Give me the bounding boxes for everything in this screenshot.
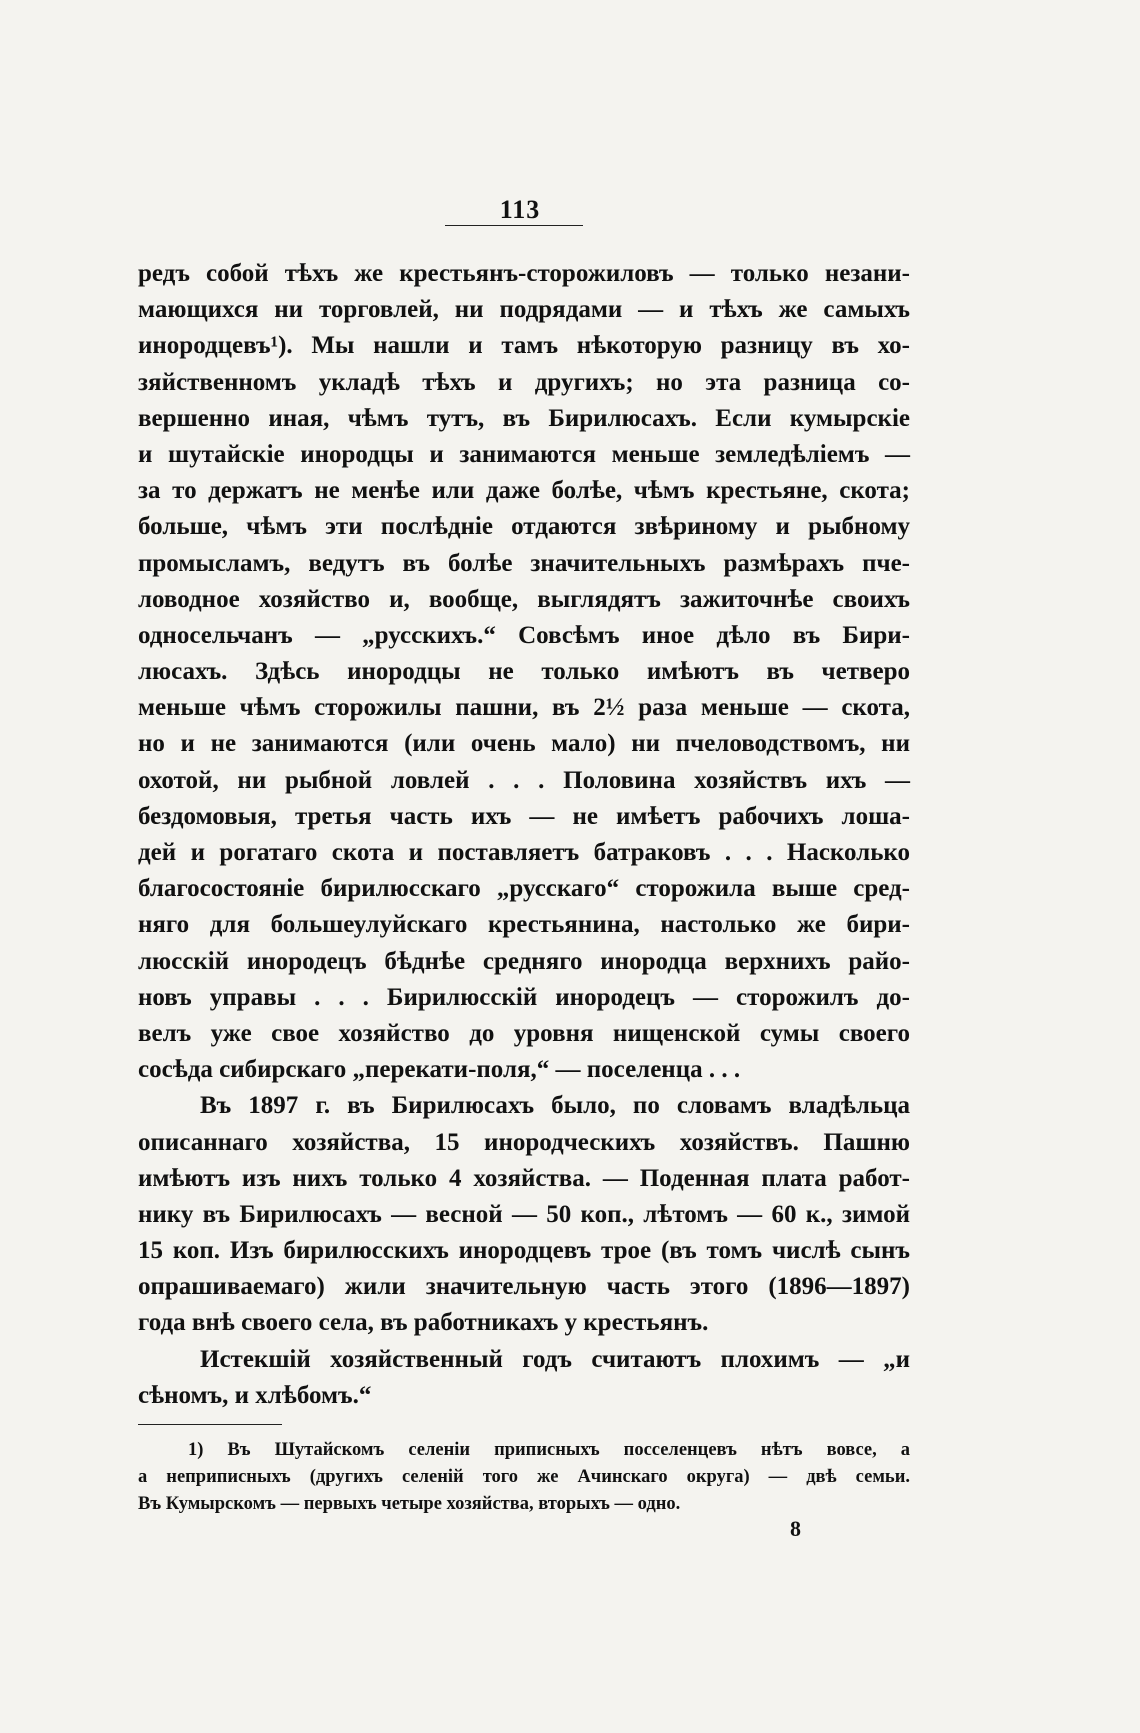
text-line: инородцевъ¹). Мы нашли и тамъ нѣкоторую разницу въ хо- [138, 332, 910, 360]
text-line: редъ собой тѣхъ же крестьянъ-сторожиловъ — только незани- [138, 260, 910, 287]
text-line: бездомовыя, третья часть ихъ — не имѣетъ рабочихъ лоша- [138, 802, 910, 830]
text-line: новъ управы . . . Бирилюсскій инородецъ — сторожилъ до- [138, 983, 910, 1011]
text-line: зяйственномъ укладѣ тѣхъ и другихъ; но эта разница со- [138, 368, 910, 396]
text-line: опрашиваемаго) жили значительную часть этого (1896—1897) [138, 1273, 910, 1301]
footnote-line: а неприписныхъ (другихъ селеній того же Ачинскаго округа) — двѣ семьи. [138, 1467, 910, 1487]
page-number: 113 [499, 195, 541, 224]
text-line: ловодное хозяйство и, вообще, выглядятъ зажиточнѣе своихъ [138, 585, 910, 613]
text-line: меньше чѣмъ сторожилы пашни, въ 2½ раза меньше — скота, [138, 694, 910, 722]
text-line: нику въ Бирилюсахъ — весной — 50 коп., лѣтомъ — 60 к., зимой [138, 1200, 910, 1228]
text-line: няго для большеулуйскаго крестьянина, настолько же бири- [138, 911, 910, 939]
text-line: описаннаго хозяйства, 15 инородческихъ хозяйствъ. Пашню [138, 1128, 910, 1156]
text-line: за то держатъ не менѣе или даже болѣе, чѣмъ крестьяне, скота; [138, 477, 910, 505]
text-line: сѣномъ, и хлѣбомъ.“ [138, 1381, 372, 1409]
text-line: дей и рогатаго скота и поставляетъ батраковъ . . . Насколько [138, 839, 910, 866]
signature-mark: 8 [790, 1516, 801, 1541]
text-line: сосѣда сибирскаго „перекати-поля,“ — поселенца . . . [138, 1056, 741, 1084]
text-line: Въ 1897 г. въ Бирилюсахъ было, по словамъ владѣльца [200, 1092, 910, 1120]
text-line: года внѣ своего села, въ работникахъ у крестьянъ. [138, 1309, 709, 1337]
text-line: Истекшій хозяйственный годъ считаютъ плохимъ — „и [200, 1345, 910, 1373]
text-line: и шутайскіе инородцы и занимаются меньше земледѣліемъ — [138, 440, 910, 468]
text-line: имѣютъ изъ нихъ только 4 хозяйства. — Поденная плата работ- [138, 1164, 910, 1192]
footnote-line: Въ Кумырскомъ — первыхъ четыре хозяйства, вторыхъ — одно. [138, 1494, 681, 1514]
header-rule [445, 225, 583, 226]
text-line: вершенно иная, чѣмъ тутъ, въ Бирилюсахъ. Если кумырскіе [138, 404, 910, 432]
text-line: люсскій инородецъ бѣднѣе средняго инородца верхнихъ райо- [138, 947, 910, 975]
body-text [138, 256, 910, 1414]
text-line: 15 коп. Изъ бирилюсскихъ инородцевъ трое (въ томъ числѣ сынъ [138, 1237, 910, 1265]
footnotes [138, 1437, 910, 1518]
text-line: промысламъ, ведутъ въ болѣе значительныхъ размѣрахъ пче- [138, 549, 910, 577]
footnote-line: 1) Въ Шутайскомъ селеніи приписныхъ посселенцевъ нѣтъ вовсе, а [188, 1440, 910, 1460]
text-line: но и не занимаются (или очень мало) ни пчеловодствомъ, ни [138, 730, 910, 758]
text-line: односельчанъ — „русскихъ.“ Совсѣмъ иное дѣло въ Бири- [138, 621, 910, 649]
text-line: благосостояніе бирилюсскаго „русскаго“ сторожила выше сред- [138, 875, 910, 903]
text-line: охотой, ни рыбной ловлей . . . Половина хозяйствъ ихъ — [138, 766, 910, 794]
text-line: мающихся ни торговлей, ни подрядами — и тѣхъ же самыхъ [138, 296, 910, 324]
footnote-rule [138, 1424, 282, 1425]
text-line: люсахъ. Здѣсь инородцы не только имѣютъ въ четверо [138, 658, 910, 686]
text-line: велъ уже свое хозяйство до уровня нищенской сумы своего [138, 1019, 910, 1047]
text-line: больше, чѣмъ эти послѣдніе отдаются звѣриному и рыбному [138, 513, 910, 541]
